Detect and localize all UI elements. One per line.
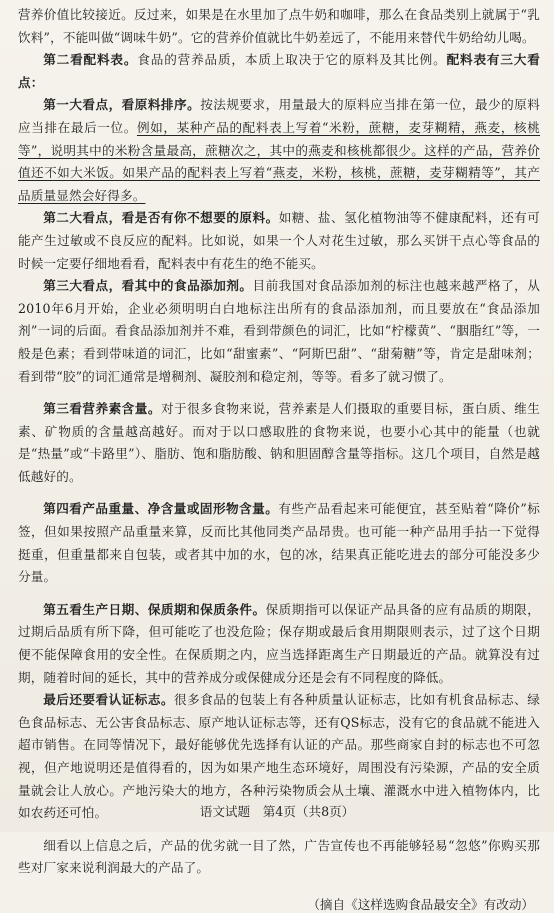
- section-heading: 第五看生产日期、保质期和保质条件。: [43, 601, 266, 617]
- section-heading: 第三看营养素含量。: [43, 401, 161, 417]
- paragraph-production-date: 第五看生产日期、保质期和保质条件。保质期指可以保证产品具备的应有品质的期限，过期后品质有所下降，但可能吃了也没危险；保存期或最后食用期限则表示，过了这个日期便不能保障食用的安全性。在保质期之内，应当选择距离生产日期最近的产品。就算没有过期，随着时间的延长，其中的营养成分或保健成分还是会有不同程度的降低。: [18, 601, 540, 685]
- underlined-example: 例如，某种产品的配料表上写着“米粉，蔗糖，麦芽糊精，燕麦，核桃等”，说明其中的米粉含量最高，蔗糖次之，其中的燕麦和核桃都很少。这样的产品，营养价值还不如大米饭。: [18, 119, 541, 181]
- paragraph-certification: 最后还要看认证标志。很多食品的包装上有各种质量认证标志，比如有机食品标志、绿色食品标志、无公害食品标志、原产地认证标志等，还有QS标志，没有它的食品就不能进入超市销售。在同等情况下，最好能够优先选择有认证的产品。那些商家自封的标志也不可忽视，但产地说明还是值得看的，因为如果产地生态环境好，周围没有污染源，产品的安全质量就会让人放心。产地污染大的地方，各种污染物质会从土壤、灌溉水中进入植物体内，比如农药还可怕。: [18, 692, 541, 821]
- subsection-heading: 第一大看点，看原料排序。: [43, 97, 201, 113]
- underlined-example: 如果产品的配料表上写着“燕麦，米粉，核桃，蔗糖，麦芽糊精等”，其产品质量显然会好得多。: [18, 165, 540, 203]
- paragraph-ingredient-order: 第一大看点，看原料排序。按法规要求，用量最大的原料应当排在第一位，最少的原料应当排在最后一位。例如，某种产品的配料表上写着“米粉，蔗糖，麦芽糊精，燕麦，核桃等”，说明其中的米粉含量最高，蔗糖次之，其中的燕麦和核桃都很少。这样的产品，营养价值还不如大米饭。如果产品的配料表上写着“燕麦，米粉，核桃，蔗糖，麦芽糊精等”，其产品质量显然会好得多。: [18, 97, 541, 203]
- key-point-text: 配料表有三大看点：: [18, 52, 540, 90]
- subsection-heading: 第三大看点，看其中的食品添加剂。: [43, 278, 253, 294]
- paragraph-ingredient-list: 第二看配料表。食品的营养品质，本质上取决于它的原料及其比例。配料表有三大看点：: [18, 52, 540, 90]
- paragraph-unwanted-ingredients: 第二大看点，看是否有你不想要的原料。如糖、盐、氢化植物油等不健康配料，还有可能产生过敏或不良反应的配料。比如说，如果一个人对花生过敏，那么买饼干点心等食品的时候一定要仔细地看看，配料表中有花生的绝不能买。: [18, 210, 541, 271]
- subsection-heading: 第二大看点，看是否有你不想要的原料。: [43, 210, 279, 226]
- section-heading: 最后还要看认证标志。: [43, 692, 175, 708]
- section-heading: 第四看产品重量、净含量或固形物含量。: [43, 501, 279, 517]
- paragraph-product-weight: 第四看产品重量、净含量或固形物含量。有些产品看起来可能便宜，甚至贴着“降价”标签，但如果按照产品重量来算，反而比其他同类产品昂贵。也可能一种产品用手拈一下觉得挺重，但重量都来自包装，或者其中加的水，包的冰，结果真正能吃进去的部分可能没多少分量。: [18, 501, 540, 585]
- source-citation: （摘自《这样选购食品最安全》有改动）: [307, 896, 534, 912]
- paragraph-continuation: 营养价值比较接近。反过来，如果是在水里加了点牛奶和咖啡，那么在食品类别上就属于“乳饮料”，不能叫做“调味牛奶”。它的营养价值就比牛奶差远了，不能用来替代牛奶给幼儿喝。: [18, 7, 540, 45]
- section-heading: 第二看配料表。: [43, 52, 138, 68]
- paragraph-nutrient-content: 第三看营养素含量。对于很多食物来说，营养素是人们摄取的重要目标，蛋白质、维生素、矿物质的含量越高越好。而对于以口感取胜的食物来说，也要小心其中的能量（也就是“热量”或“卡路里”）、脂肪、饱和脂肪酸、钠和胆固醇含量等指标。这几个项目，自然是越低越好的。: [18, 401, 540, 484]
- paragraph-food-additives: 第三大看点，看其中的食品添加剂。目前我国对食品添加剂的标注也越来越严格了，从2010年6月开始，企业必须明明白白地标注出所有的食品添加剂，而且要放在“食品添加剂”一词的后面。看食品添加剂并不难，看到带颜色的词汇，比如“柠檬黄”、“胭脂红”等，一般是色素；看到带味道的词汇，比如“甜蜜素”、“阿斯巴甜”、“甜菊糖”等，肯定是甜味剂；看到带“胶”的词汇通常是增稠剂、凝胶剂和稳定剂，等等。看多了就习惯了。: [18, 278, 540, 384]
- page-footer: 语文试题 第4页（共8页）: [199, 804, 355, 819]
- paragraph-conclusion: 细看以上信息之后，产品的优劣就一目了然，广告宣传也不再能够轻易“忽悠”你购买那些对厂家来说利润最大的产品了。: [18, 837, 540, 876]
